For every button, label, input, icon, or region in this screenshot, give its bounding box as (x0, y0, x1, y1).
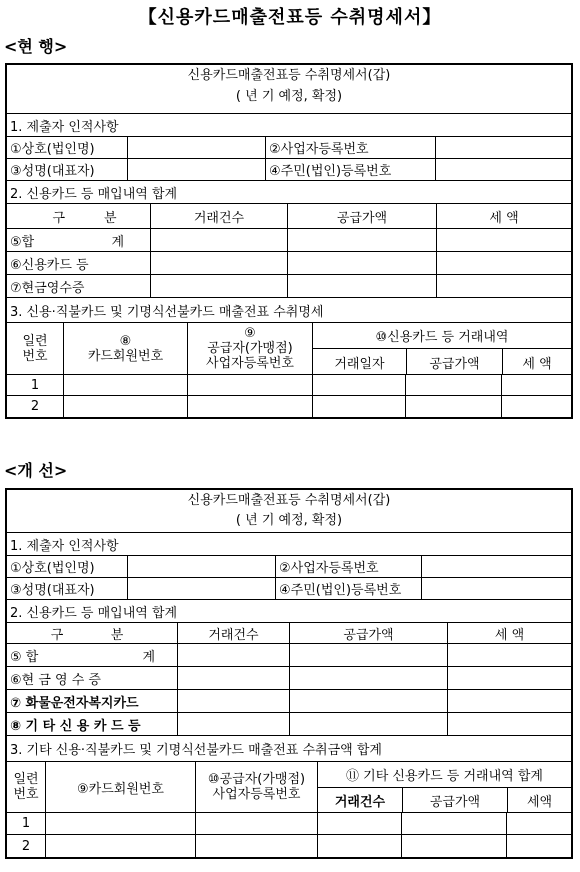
serial-header-line1: 일련 (22, 333, 48, 349)
serial-number: 1 (30, 377, 40, 393)
representative-label: ③성명(대표자) (10, 583, 95, 598)
serial-header-line2: 번호 (13, 787, 39, 802)
freight-supply-field[interactable] (289, 690, 447, 712)
detail-supply-header: 공급가액 (406, 349, 502, 374)
cash-receipt-tax-field[interactable] (436, 275, 571, 297)
form-header (7, 490, 571, 533)
tax-field[interactable] (501, 396, 571, 417)
date-field[interactable] (312, 396, 405, 417)
period-line: ( 년 기 예정, 확정) (235, 513, 343, 528)
business-name-label: ①상호(법인명) (10, 142, 95, 157)
tax-field[interactable] (506, 813, 571, 834)
detail-row (7, 396, 571, 417)
serial-header-line2: 번호 (22, 348, 48, 364)
card-number-field[interactable] (45, 835, 195, 857)
section-3-title: 3. 기타 신용·직불카드 및 기명식선불카드 매출전표 수취금액 합계 (10, 743, 382, 758)
cash-receipt-tax-field[interactable] (447, 667, 571, 689)
transaction-detail-header: ⑩신용카드 등 거래내역 (313, 323, 571, 349)
serial-header-line1: 일련 (13, 772, 39, 787)
document-title: 【신용카드매출전표등 수취명세서】 (138, 7, 442, 28)
supplier-header-line2: 사업자등록번호 (206, 356, 294, 371)
supply-field[interactable] (405, 375, 501, 395)
resident-no-field[interactable] (435, 159, 571, 180)
resident-no-label: ④주민(법인)등록번호 (275, 578, 421, 599)
total-label-gye: 계 (142, 649, 155, 665)
credit-card-label: ⑥신용카드 등 (10, 257, 89, 273)
total-row (7, 644, 571, 667)
form-title: 신용카드매출전표등 수취명세서(갑) (187, 68, 391, 83)
other-card-tax-field[interactable] (447, 713, 571, 735)
business-reg-no-label: ②사업자등록번호 (275, 556, 421, 577)
credit-card-supply-field[interactable] (287, 252, 436, 274)
card-number-field[interactable] (45, 813, 195, 834)
freight-welfare-card-label: ⑦ 화물운전자복지카드 (10, 695, 139, 711)
improved-section-label: <개 선> (4, 461, 68, 480)
resident-no-label: ④주민(법인)등록번호 (265, 159, 435, 180)
header-count: 거래건수 (177, 623, 289, 643)
cash-receipt-supply-field[interactable] (289, 667, 447, 689)
tax-field[interactable] (506, 835, 571, 857)
count-header: 거래건수 (334, 795, 386, 810)
date-field[interactable] (312, 375, 405, 395)
business-name-label: ①상호(법인명) (10, 561, 95, 576)
date-header: 거래일자 (334, 356, 385, 372)
tax-field[interactable] (501, 375, 571, 395)
cash-receipt-count-field[interactable] (177, 667, 289, 689)
count-field[interactable] (317, 813, 401, 834)
card-number-header: ⑨카드회원번호 (45, 762, 195, 812)
supplier-header-line1: 공급자(가맹점) (207, 341, 293, 356)
representative-label: ③성명(대표자) (10, 164, 95, 179)
total-tax-field[interactable] (436, 229, 571, 251)
total-tax-field[interactable] (447, 644, 571, 666)
card-number-field[interactable] (63, 375, 187, 395)
transaction-summary-header: ⑪ 기타 신용카드 등 거래내역 합계 (318, 762, 571, 788)
supplier-header-line1: ⑩공급자(가맹점) (207, 772, 306, 787)
improved-form (5, 488, 573, 859)
cash-receipt-label: ⑦현금영수증 (10, 280, 85, 296)
representative-field[interactable] (127, 159, 265, 180)
cash-receipt-row (7, 275, 571, 298)
section-2-title: 2. 신용카드 등 매입내역 합계 (10, 605, 178, 621)
card-number-header-num: ⑧ (119, 333, 132, 349)
period-line: ( 년 기 예정, 확정) (235, 89, 343, 104)
cash-receipt-supply-field[interactable] (287, 275, 436, 297)
other-card-count-field[interactable] (177, 713, 289, 735)
serial-number: 2 (30, 399, 40, 414)
total-label-gye: 계 (111, 234, 124, 250)
detail-tax-header: 세액 (507, 788, 571, 812)
cash-receipt-label: ⑥현 금 영 수 증 (10, 672, 101, 688)
detail-row (7, 835, 571, 857)
header-tax: 세 액 (436, 204, 571, 228)
freight-tax-field[interactable] (447, 690, 571, 712)
detail-header (7, 762, 571, 813)
current-section-label: <현 행> (4, 37, 68, 56)
total-row (7, 229, 571, 252)
total-label: ⑤합 (10, 234, 35, 250)
card-number-header: 카드회원번호 (87, 348, 164, 364)
count-field[interactable] (317, 835, 401, 857)
supply-field[interactable] (405, 396, 501, 417)
header-tax: 세 액 (447, 623, 571, 643)
business-name-field[interactable] (127, 137, 265, 158)
form-header (7, 65, 571, 114)
supply-field[interactable] (401, 813, 506, 834)
detail-row (7, 375, 571, 396)
supplier-reg-field[interactable] (195, 813, 317, 834)
freight-welfare-card-row (7, 690, 571, 713)
total-supply-field[interactable] (287, 229, 436, 251)
summary-header-row (7, 204, 571, 229)
credit-card-count-field[interactable] (150, 252, 287, 274)
header-bun: 분 (110, 627, 124, 643)
section-3-title: 3. 신용·직불카드 및 기명식선불카드 매출전표 수취명세 (10, 304, 324, 320)
serial-number: 2 (21, 838, 31, 854)
other-card-supply-field[interactable] (289, 713, 447, 735)
other-card-row (7, 713, 571, 736)
section-1-title: 1. 제출자 인적사항 (10, 119, 119, 135)
section-2-title: 2. 신용카드 등 매입내역 합계 (10, 186, 178, 202)
detail-tax-header: 세 액 (502, 349, 571, 374)
business-name-field[interactable] (127, 556, 275, 577)
representative-field[interactable] (127, 578, 275, 599)
header-count: 거래건수 (150, 204, 287, 228)
resident-no-field[interactable] (421, 578, 571, 599)
other-card-label: ⑧ 기 타 신 용 카 드 등 (10, 718, 141, 734)
supply-field[interactable] (401, 835, 506, 857)
cash-receipt-count-field[interactable] (150, 275, 287, 297)
business-reg-no-field[interactable] (421, 556, 571, 577)
total-label: ⑤ 합 (10, 649, 39, 665)
business-reg-no-field[interactable] (435, 137, 571, 158)
credit-card-row (7, 252, 571, 275)
header-gu: 구 (50, 627, 64, 643)
detail-supply-header: 공급가액 (402, 788, 507, 812)
cash-receipt-row (7, 667, 571, 690)
freight-count-field[interactable] (177, 690, 289, 712)
card-number-field[interactable] (63, 396, 187, 417)
detail-row (7, 813, 571, 835)
header-supply: 공급가액 (287, 204, 436, 228)
header-supply: 공급가액 (289, 623, 447, 643)
supplier-reg-field[interactable] (195, 835, 317, 857)
supplier-reg-field[interactable] (187, 396, 312, 417)
credit-card-tax-field[interactable] (436, 252, 571, 274)
form-title: 신용카드매출전표등 수취명세서(갑) (187, 493, 391, 508)
header-bun: 분 (103, 210, 117, 226)
section-1-title: 1. 제출자 인적사항 (10, 538, 119, 554)
serial-number: 1 (21, 816, 31, 831)
current-form (5, 63, 573, 419)
supplier-header-num: ⑨ (244, 326, 256, 341)
detail-header (7, 323, 571, 375)
header-gu: 구 (52, 210, 66, 226)
summary-header-row (7, 623, 571, 644)
total-count-field[interactable] (177, 644, 289, 666)
business-reg-no-label: ②사업자등록번호 (265, 137, 435, 158)
supplier-reg-field[interactable] (187, 375, 312, 395)
total-supply-field[interactable] (289, 644, 447, 666)
supplier-header-line2: 사업자등록번호 (212, 787, 301, 802)
total-count-field[interactable] (150, 229, 287, 251)
